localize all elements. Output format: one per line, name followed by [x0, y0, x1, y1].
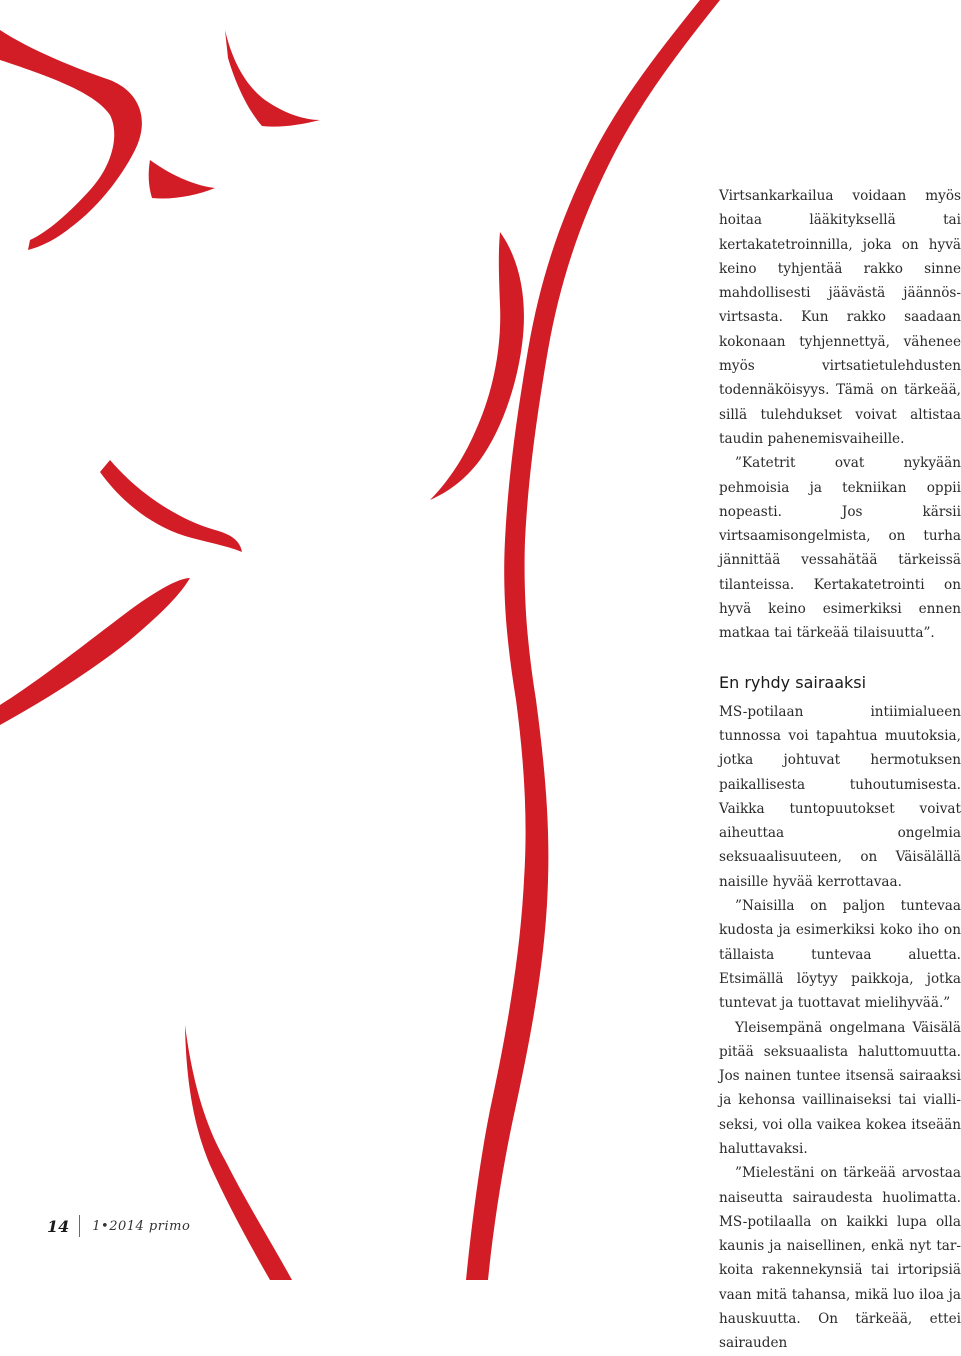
waist-stroke [100, 460, 242, 552]
page-footer [47, 1213, 190, 1239]
article-paragraph: Yleisempänä ongelmana Väisälä pitää seksuaalista haluttomuutta. Jos nainen tuntee itsensä sairaaksi ja kehonsa vaillinaiseksi tai vialliseksi, voi olla vaikea kokea itseään haluttavaksi. [719, 1019, 961, 1157]
article-body-top [719, 184, 961, 646]
page-number: 14 [47, 1216, 70, 1236]
article-paragraph: MS-potilaan intiimialueen tunnossa voi tapahtua muutoksia, jotka johtuvat hermotuksen paikallisesta tuhoutumisesta. Vaikka tuntopuutokset voivat aiheuttaa ongelmia seksuaalisuuteen, on Väisälällä naisille hyvää kerrottavaa. [719, 703, 961, 890]
article-body-bottom [719, 700, 961, 1356]
article-paragraph: ”Mielestäni on tärkeää arvostaa naiseutta sairaudesta huolimatta. MS-potilaalla on kaikki lupa olla kaunis ja naisellinen, enkä nyt tarkoita rakennekynsiä tai irtoripsiä vaan mitä tahansa, mikä luo iloa ja hauskuutta. On tärkeää, ettei sairauden [719, 1165, 961, 1352]
back-contour-stroke [466, 0, 720, 1280]
breast-contour-stroke [430, 232, 524, 500]
article-text-column [719, 184, 961, 1356]
shoulder-spur-stroke [149, 160, 215, 199]
section-heading: En ryhdy sairaaksi [719, 672, 867, 692]
article-paragraph: ”Naisilla on paljon tuntevaa kudosta ja esimerkiksi koko iho on tällaista tuntevaa aluetta. Etsimällä löytyy paikkoja, jotka tuntevat ja tuottavat mielihyvää.” [719, 898, 961, 1012]
hip-stroke [0, 578, 190, 725]
issue-label: 1•2014 primo [92, 1218, 191, 1234]
article-paragraph: Virtsankarkailua voidaan myös hoitaa lääkityksellä tai kertakatetroinnilla, joka on hyvä keino tyhjentää rakko sinne mahdollisesti jäävästä jäännösvirtsasta. Kun rakko saadaan kokonaan tyhjennettyä, vähenee myös virtsatietulehdusten todennäköisyys. Tämä on tärkeää, sillä tulehdukset voivat altistaa taudin pahenemisvaiheille. [719, 188, 961, 447]
footer-divider [79, 1215, 80, 1237]
article-paragraph: ”Katetrit ovat nykyään pehmoisia ja tekniikan oppii nopeasti. Jos kärsii virtsaamisongelmista, on turha jännittää vessahätää tärkeissä tilanteissa. Kertakatetrointi on hyvä keino esimerkiksi ennen matkaa tai tärkeää tilaisuutta”. [719, 455, 961, 642]
thigh-stroke [185, 1025, 292, 1280]
underarm-stroke [225, 30, 320, 127]
arm-stroke [0, 30, 142, 250]
